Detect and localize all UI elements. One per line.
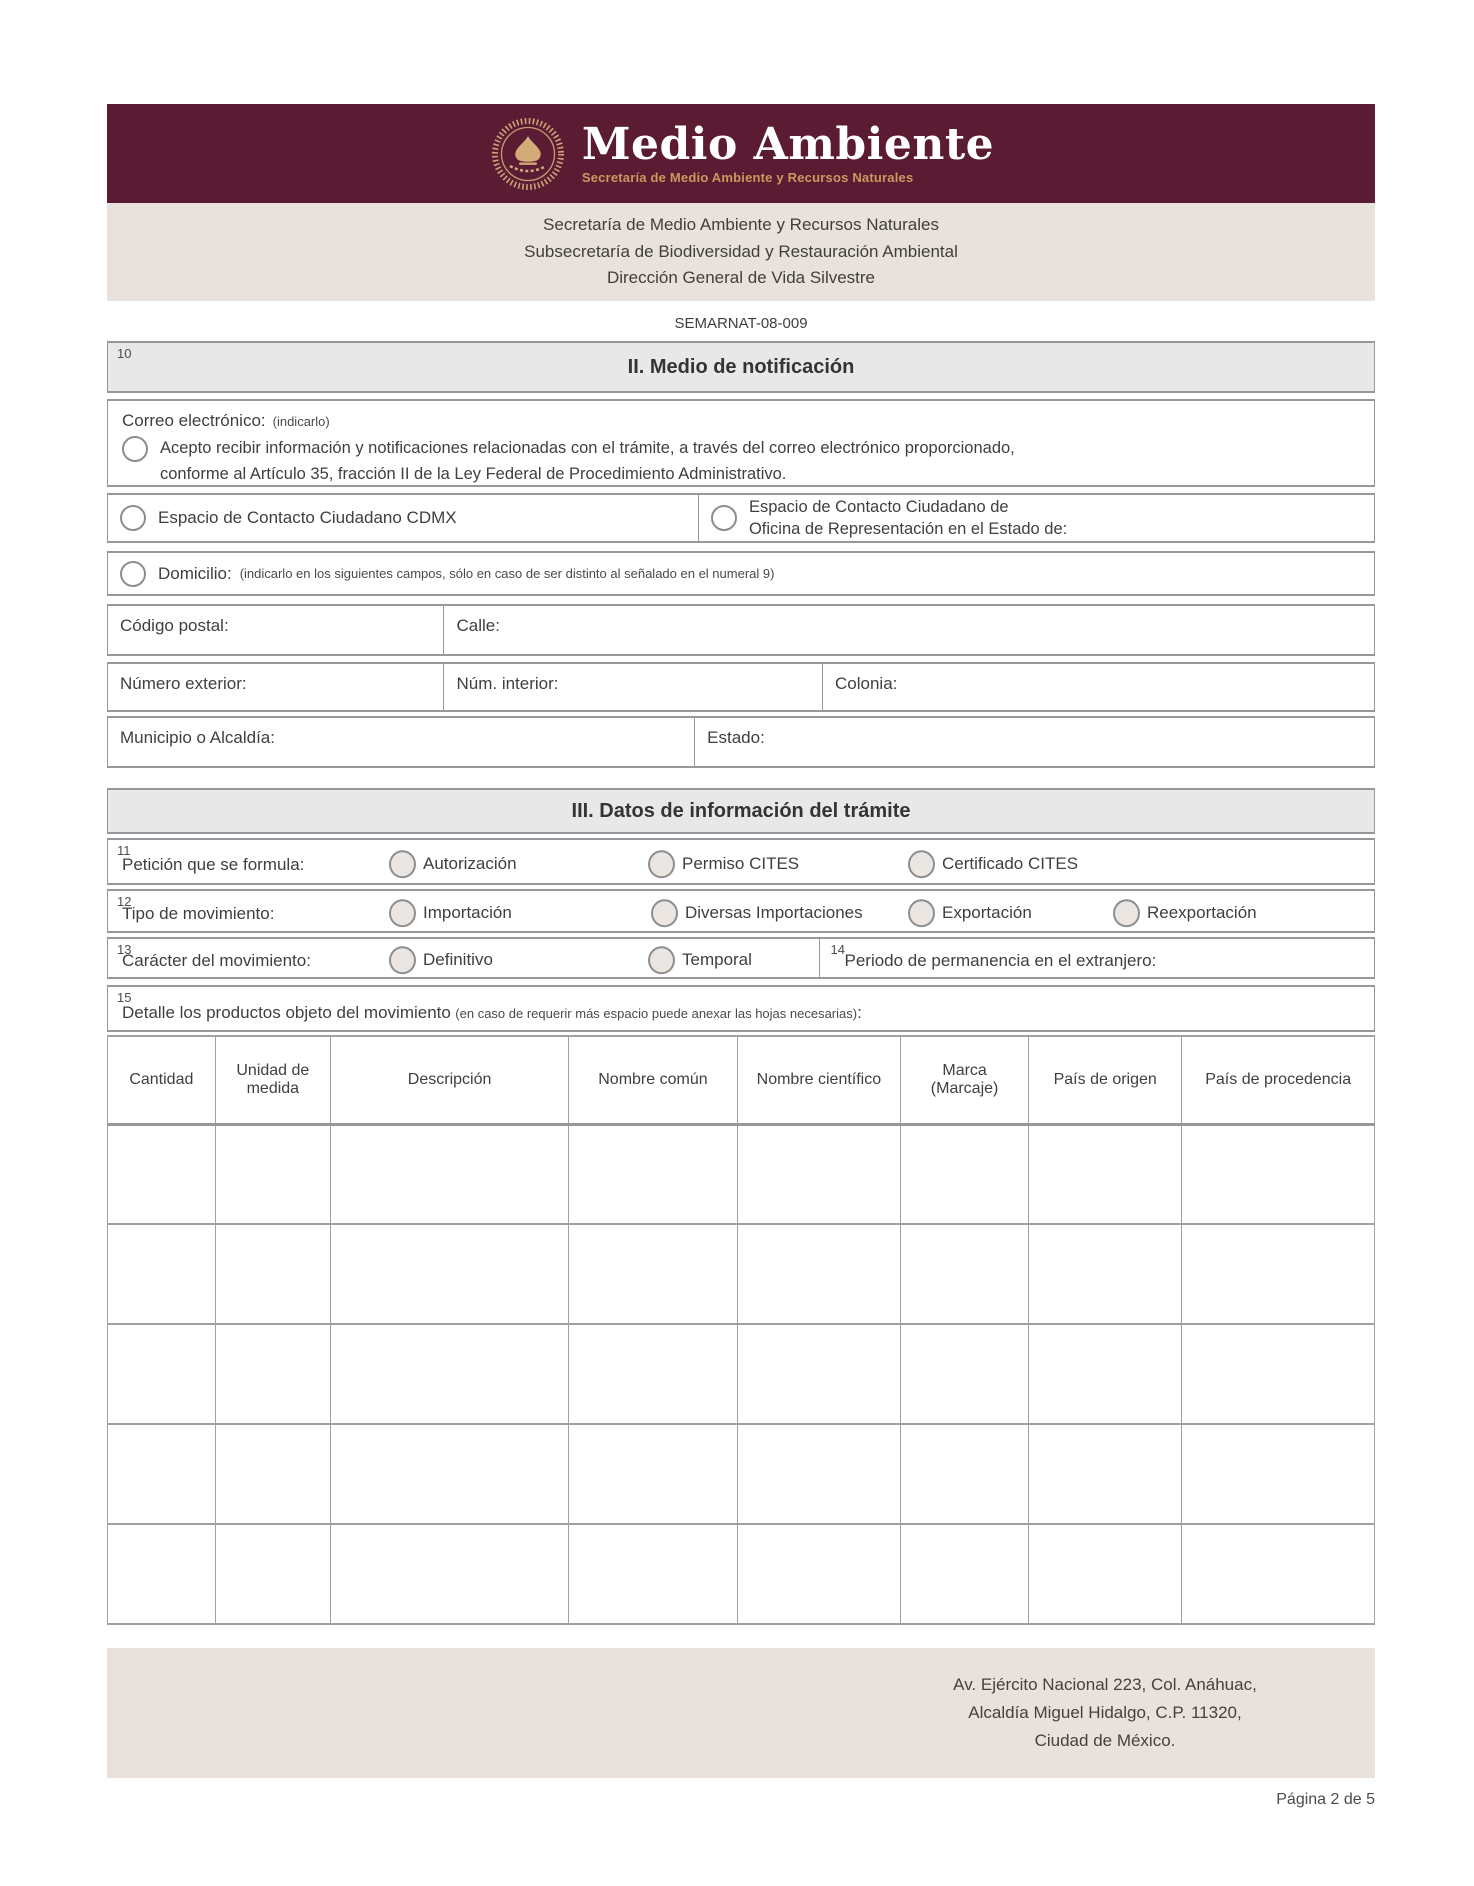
table-cell[interactable] xyxy=(330,1224,568,1324)
table-cell[interactable] xyxy=(901,1524,1029,1624)
certificado-cites-label: Certificado CITES xyxy=(942,853,1079,873)
table-cell[interactable] xyxy=(215,1424,330,1524)
table-cell[interactable] xyxy=(569,1224,738,1324)
num-interior-field[interactable] xyxy=(443,664,822,710)
footer-address-line-1: Av. Ejército Nacional 223, Col. Anáhuac, xyxy=(953,1674,1257,1694)
codigo-postal-label: Código postal: xyxy=(120,616,229,635)
table-cell[interactable] xyxy=(737,1124,900,1224)
radio-reexportacion[interactable] xyxy=(1113,899,1140,927)
section-2-title: II. Medio de notificación xyxy=(627,355,855,378)
radio-autorizacion[interactable] xyxy=(389,850,416,878)
org-line-2: Subsecretaría de Biodiversidad y Restauración Ambiental xyxy=(524,241,958,261)
email-consent-line-1: Acepto recibir información y notificaciones relacionadas con el trámite, a través del correo electrónico proporcionado, xyxy=(160,439,1015,457)
exportacion-label: Exportación xyxy=(942,903,1032,923)
contact-cdmx-cell xyxy=(108,495,698,541)
org-line-1: Secretaría de Medio Ambiente y Recursos Naturales xyxy=(543,215,939,235)
address-row-2 xyxy=(107,662,1375,712)
field-number-14: 14 xyxy=(830,942,845,957)
colonia-label: Colonia: xyxy=(835,674,898,693)
table-cell[interactable] xyxy=(330,1524,568,1624)
email-note: (indicarlo) xyxy=(272,414,330,429)
table-cell[interactable] xyxy=(1029,1524,1182,1624)
detalle-productos-label xyxy=(122,1003,862,1023)
table-cell[interactable] xyxy=(1029,1424,1182,1524)
table-cell[interactable] xyxy=(1029,1324,1182,1424)
email-consent-line-2: conforme al Artículo 35, fracción II de la Ley Federal de Procedimiento Administrativo. xyxy=(160,464,787,483)
field-number-13: 13 xyxy=(117,942,132,957)
table-cell[interactable] xyxy=(215,1524,330,1624)
caracter-periodo-row xyxy=(107,937,1375,979)
table-cell[interactable] xyxy=(1182,1524,1375,1624)
caracter-movimiento-cell xyxy=(108,939,819,977)
footer-address-line-3: Ciudad de México. xyxy=(1034,1731,1176,1751)
col-marca-marcaje: Marca (Marcaje) xyxy=(901,1036,1029,1124)
org-header xyxy=(107,203,1375,301)
radio-definitivo[interactable] xyxy=(389,946,416,974)
table-cell[interactable] xyxy=(330,1424,568,1524)
table-cell[interactable] xyxy=(737,1424,900,1524)
estado-label: Estado: xyxy=(707,728,765,747)
table-cell[interactable] xyxy=(108,1224,216,1324)
tipo-movimiento-row xyxy=(107,889,1375,933)
table-cell[interactable] xyxy=(330,1124,568,1224)
form-code: SEMARNAT-08-009 xyxy=(674,315,808,332)
brand-title: Medio Ambiente xyxy=(581,118,995,170)
radio-diversas-importaciones[interactable] xyxy=(651,899,678,927)
municipio-field[interactable] xyxy=(108,718,694,766)
permiso-cites-label: Permiso CITES xyxy=(682,853,800,873)
table-cell[interactable] xyxy=(1029,1224,1182,1324)
tipo-movimiento-label: Tipo de movimiento: xyxy=(122,903,275,923)
table-row xyxy=(108,1224,1375,1324)
field-number-10: 10 xyxy=(117,346,132,361)
table-cell[interactable] xyxy=(569,1124,738,1224)
table-cell[interactable] xyxy=(215,1324,330,1424)
col-pais-de-origen: País de origen xyxy=(1029,1036,1182,1124)
caracter-movimiento-label: Carácter del movimiento: xyxy=(122,950,311,970)
email-label: Correo electrónico: xyxy=(122,411,266,430)
col-nombre-comun: Nombre común xyxy=(569,1036,738,1124)
field-number-12: 12 xyxy=(117,894,132,909)
detalle-productos-text: Detalle los productos objeto del movimiento xyxy=(122,1002,451,1022)
radio-accept-email-notifications[interactable] xyxy=(122,436,148,462)
table-cell[interactable] xyxy=(901,1424,1029,1524)
numero-exterior-field[interactable] xyxy=(108,664,443,710)
address-row-3 xyxy=(107,716,1375,768)
table-cell[interactable] xyxy=(215,1124,330,1224)
domicilio-label: Domicilio: xyxy=(158,563,232,583)
field-number-15: 15 xyxy=(117,990,132,1005)
table-cell[interactable] xyxy=(1182,1224,1375,1324)
table-cell[interactable] xyxy=(108,1124,216,1224)
detalle-productos-note: (en caso de requerir más espacio puede anexar las hojas necesarias) xyxy=(455,1005,858,1021)
org-line-3: Dirección General de Vida Silvestre xyxy=(606,268,876,288)
col-unidad-de-medida: Unidad de medida xyxy=(215,1036,330,1124)
radio-contacto-cdmx[interactable] xyxy=(120,505,146,531)
table-cell[interactable] xyxy=(569,1524,738,1624)
diversas-importaciones-label: Diversas Importaciones xyxy=(685,903,863,923)
email-consent-text xyxy=(160,436,1015,487)
table-cell[interactable] xyxy=(569,1424,738,1524)
municipio-label: Municipio o Alcaldía: xyxy=(120,728,275,747)
section-3-title: III. Datos de información del trámite xyxy=(571,799,911,822)
table-row xyxy=(108,1324,1375,1424)
col-cantidad: Cantidad xyxy=(108,1036,216,1124)
brand-logo-group xyxy=(488,114,994,194)
footer-address-line-2: Alcaldía Miguel Hidalgo, C.P. 11320, xyxy=(968,1702,1242,1722)
table-row xyxy=(108,1524,1375,1624)
address-row-1 xyxy=(107,604,1375,656)
brand-text xyxy=(581,118,995,186)
radio-importacion[interactable] xyxy=(389,899,416,927)
table-cell[interactable] xyxy=(1029,1124,1182,1224)
table-cell[interactable] xyxy=(330,1324,568,1424)
reexportacion-label: Reexportación xyxy=(1147,903,1257,923)
peticion-label: Petición que se formula: xyxy=(122,854,305,874)
domicilio-row xyxy=(107,551,1375,596)
radio-certificado-cites[interactable] xyxy=(908,850,935,878)
products-table-header-row xyxy=(108,1036,1375,1124)
importacion-label: Importación xyxy=(423,903,512,923)
table-cell[interactable] xyxy=(737,1324,900,1424)
table-cell[interactable] xyxy=(737,1224,900,1324)
contacto-estado-label xyxy=(749,496,1067,541)
contact-state-cell[interactable] xyxy=(698,495,1374,541)
table-cell[interactable] xyxy=(215,1224,330,1324)
autorizacion-label: Autorización xyxy=(423,853,517,873)
detalle-productos-colon: : xyxy=(857,1002,862,1022)
num-interior-label: Núm. interior: xyxy=(456,674,559,693)
domicilio-note: (indicarlo en los siguientes campos, sólo en caso de ser distinto al señalado en el numeral 9) xyxy=(239,566,775,581)
periodo-permanencia-label: Periodo de permanencia en el extranjero: xyxy=(844,950,1157,970)
email-notification-box[interactable] xyxy=(107,399,1375,487)
table-cell[interactable] xyxy=(1182,1324,1375,1424)
footer-address xyxy=(890,1671,1320,1755)
radio-exportacion[interactable] xyxy=(908,899,935,927)
estado-field[interactable] xyxy=(694,718,1374,766)
calle-label: Calle: xyxy=(456,616,500,635)
products-table xyxy=(107,1035,1375,1625)
numero-exterior-label: Número exterior: xyxy=(120,674,247,693)
table-cell[interactable] xyxy=(569,1324,738,1424)
colonia-field[interactable] xyxy=(822,664,1374,710)
detalle-productos-row xyxy=(107,985,1375,1032)
contacto-estado-line-1: Espacio de Contacto Ciudadano de xyxy=(748,497,1009,516)
table-cell[interactable] xyxy=(901,1124,1029,1224)
section-2-header xyxy=(107,341,1375,393)
mexico-coat-of-arms-seal-icon xyxy=(488,114,568,194)
table-row xyxy=(108,1424,1375,1524)
codigo-postal-field[interactable] xyxy=(108,606,443,654)
contacto-estado-line-2: Oficina de Representación en el Estado de: xyxy=(748,520,1068,538)
page-indicator: Página 2 de 5 xyxy=(1276,1791,1375,1808)
brand-subtitle: Secretaría de Medio Ambiente y Recursos Naturales xyxy=(581,170,914,186)
table-cell[interactable] xyxy=(108,1424,216,1524)
table-cell[interactable] xyxy=(108,1324,216,1424)
periodo-permanencia-field[interactable] xyxy=(819,939,1374,977)
radio-contacto-estado[interactable] xyxy=(711,505,737,531)
brand-header xyxy=(107,104,1375,203)
col-pais-de-procedencia: País de procedencia xyxy=(1182,1036,1375,1124)
field-number-11: 11 xyxy=(117,843,131,858)
table-cell[interactable] xyxy=(1182,1124,1375,1224)
table-cell[interactable] xyxy=(1182,1424,1375,1524)
radio-domicilio[interactable] xyxy=(120,561,146,587)
peticion-row xyxy=(107,838,1375,885)
col-nombre-cientifico: Nombre científico xyxy=(737,1036,900,1124)
radio-permiso-cites[interactable] xyxy=(648,850,675,878)
col-descripcion: Descripción xyxy=(330,1036,568,1124)
section-3-header xyxy=(107,788,1375,834)
contact-space-row xyxy=(107,493,1375,543)
table-cell[interactable] xyxy=(108,1524,216,1624)
footer-band xyxy=(107,1648,1375,1778)
table-cell[interactable] xyxy=(901,1324,1029,1424)
calle-field[interactable] xyxy=(443,606,1374,654)
radio-temporal[interactable] xyxy=(648,946,675,974)
table-cell[interactable] xyxy=(737,1524,900,1624)
contacto-cdmx-label: Espacio de Contacto Ciudadano CDMX xyxy=(158,508,457,527)
table-cell[interactable] xyxy=(901,1224,1029,1324)
table-row xyxy=(108,1124,1375,1224)
form-content xyxy=(107,104,1375,1809)
definitivo-label: Definitivo xyxy=(423,950,493,970)
temporal-label: Temporal xyxy=(682,950,752,970)
